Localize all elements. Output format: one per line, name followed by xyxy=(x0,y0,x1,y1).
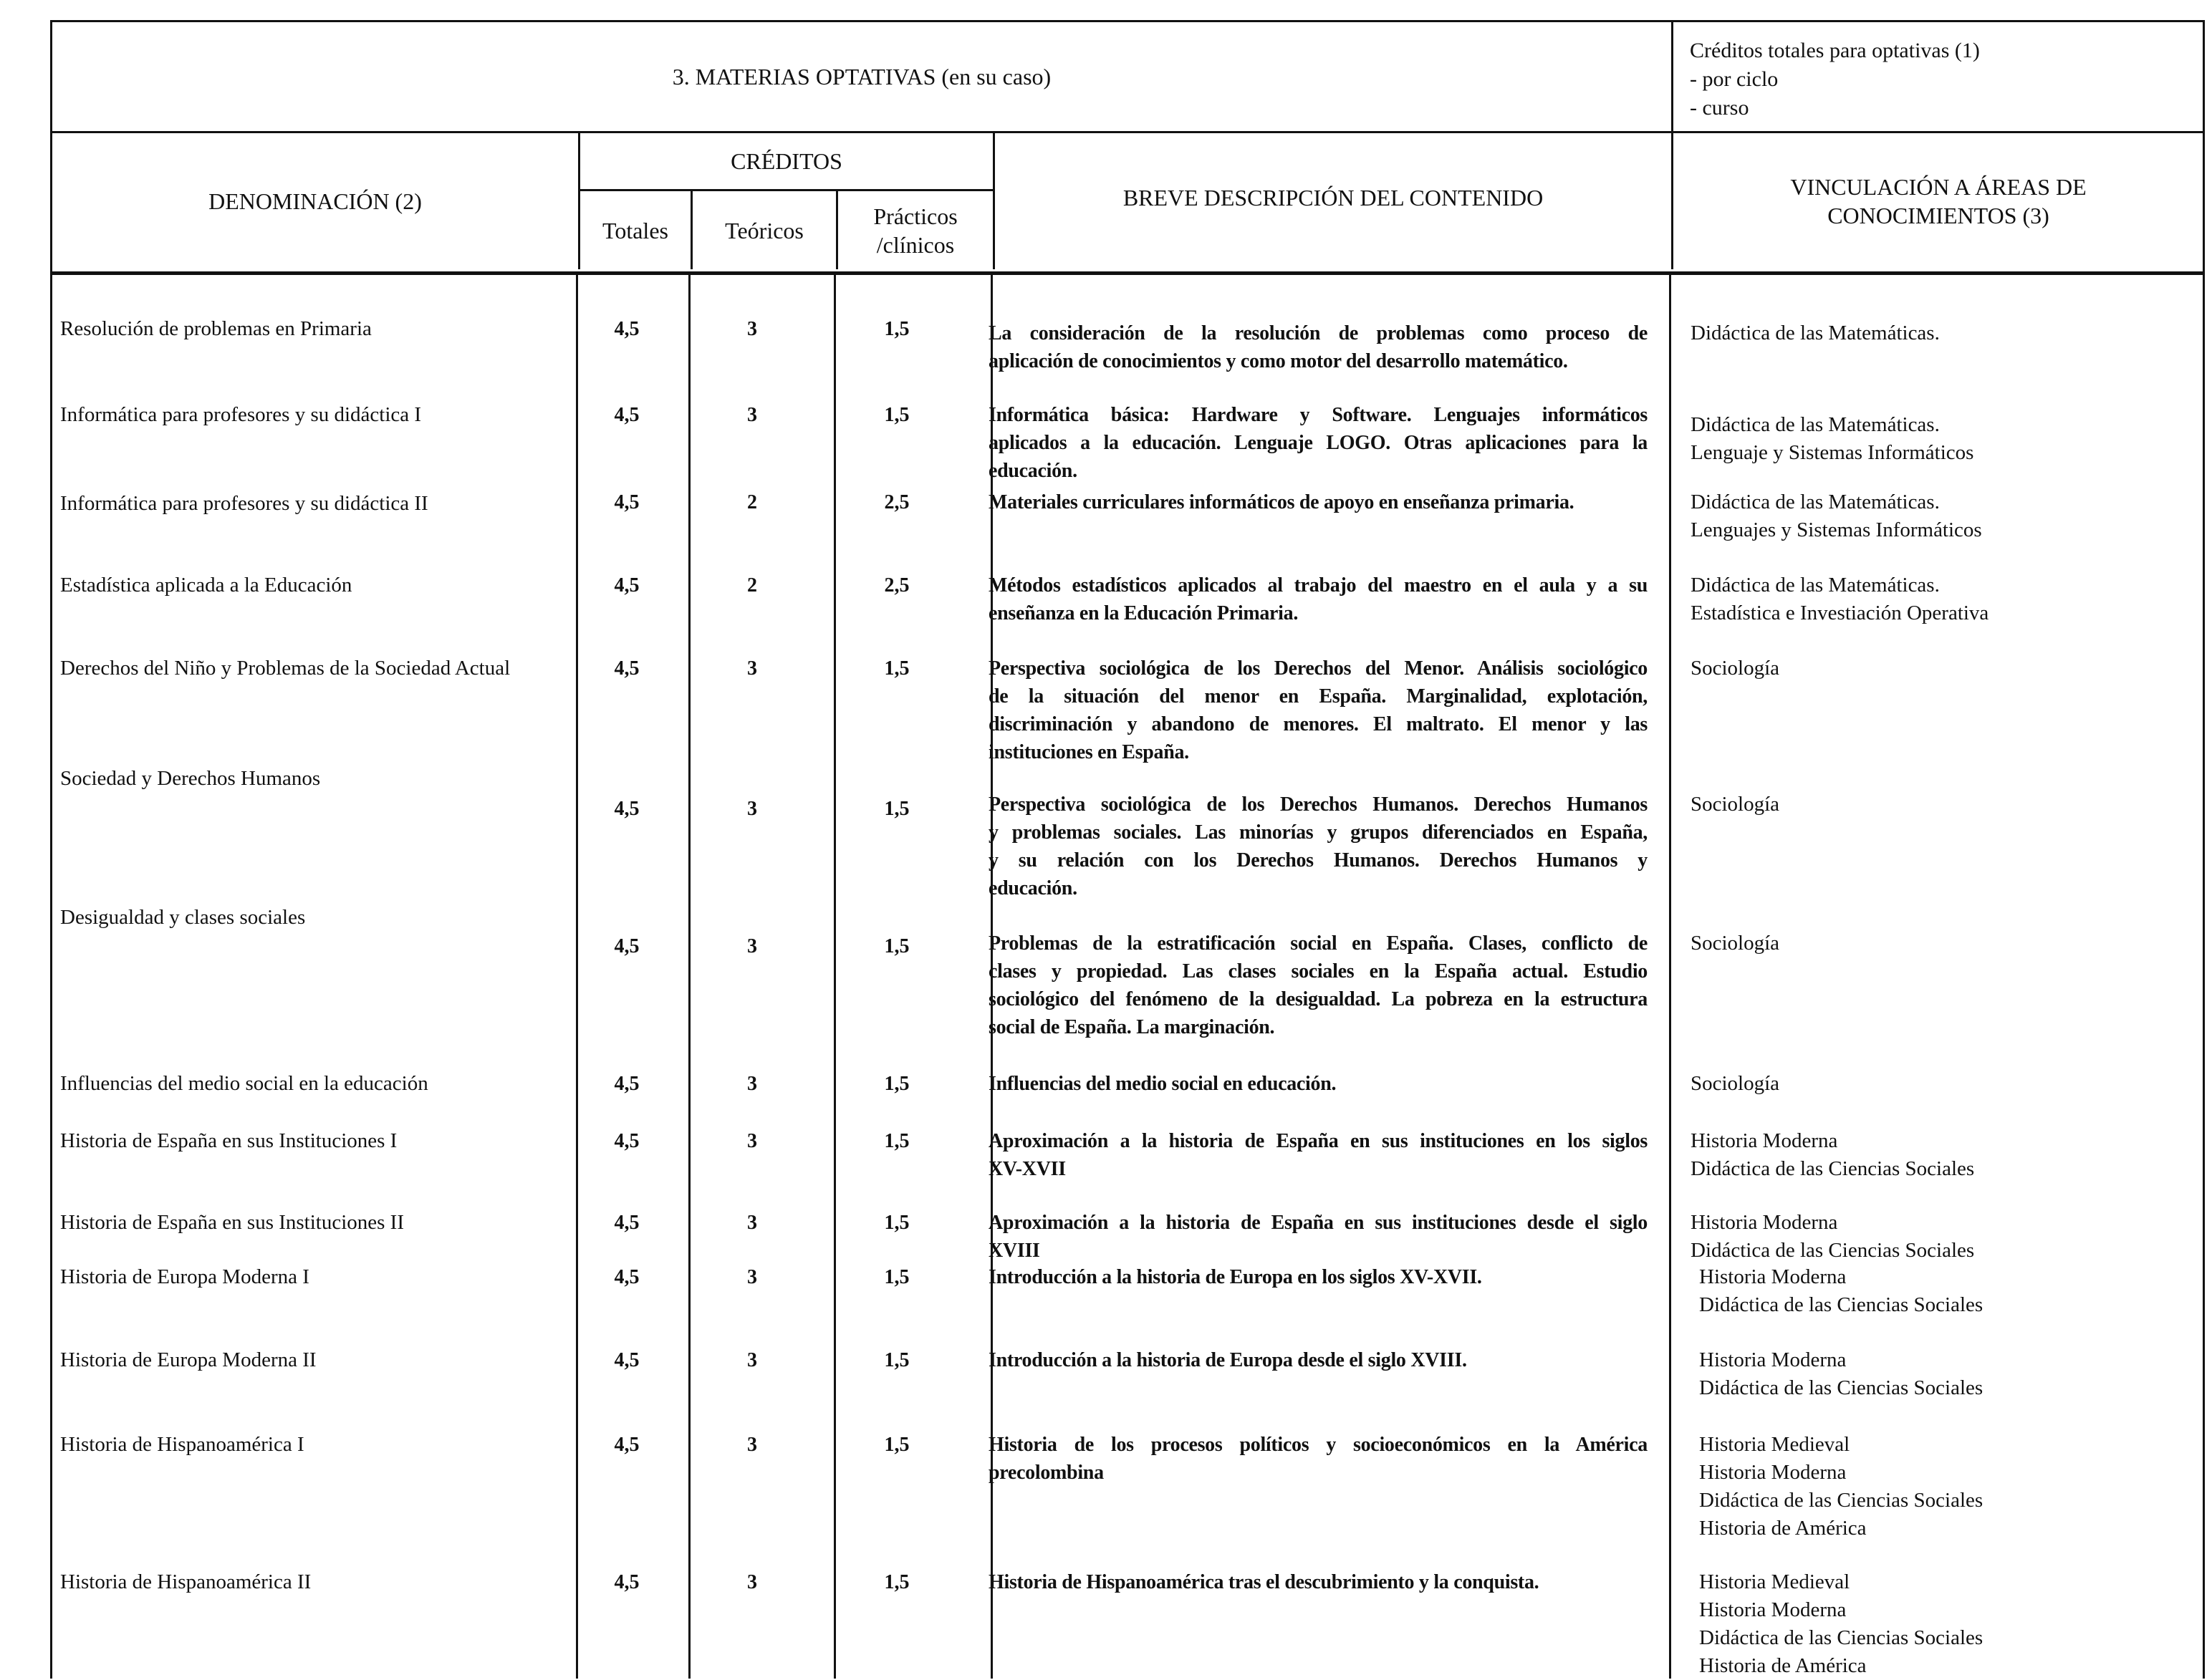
description-line: Influencias del medio social en educación. xyxy=(989,1073,1337,1095)
knowledge-areas xyxy=(1699,1346,2201,1402)
knowledge-areas xyxy=(1691,1070,2192,1098)
knowledge-area: Estadística e Investiación Operativa xyxy=(1691,602,1989,624)
knowledge-areas xyxy=(1691,930,2192,957)
description-line: Perspectiva sociológica de los Derechos Humanos. Derechos Humanos xyxy=(989,793,1648,816)
knowledge-area: Didáctica de las Matemáticas. xyxy=(1691,574,1940,597)
credits-theory: 3 xyxy=(747,318,757,340)
knowledge-area: Didáctica de las Matemáticas. xyxy=(1691,413,1940,436)
description-line: sociológico del fenómeno de la desigualdad. La pobreza en la estructura xyxy=(989,988,1648,1010)
credits-practice: 1,5 xyxy=(884,1073,910,1095)
table-header xyxy=(50,133,2205,275)
header-denominacion: DENOMINACIÓN (2) xyxy=(208,188,422,214)
knowledge-areas xyxy=(1691,791,2192,819)
description-line: aplicación de conocimientos y como motor del desarrollo matemático. xyxy=(989,350,1568,372)
header-vinculacion-line: VINCULACIÓN A ÁREAS DE xyxy=(1790,174,2087,200)
knowledge-area: Didáctica de las Ciencias Sociales xyxy=(1699,1626,1983,1649)
content-description xyxy=(989,571,1648,627)
knowledge-area: Didáctica de las Ciencias Sociales xyxy=(1691,1239,1975,1262)
description-line: Historia de los procesos políticos y socioeconómicos en la América xyxy=(989,1434,1648,1456)
knowledge-area: Historia Moderna xyxy=(1699,1598,1847,1621)
credits-practice: 1,5 xyxy=(884,318,910,340)
credits-practice: 1,5 xyxy=(884,935,910,957)
header-vinculacion-line: CONOCIMIENTOS (3) xyxy=(1827,203,2049,228)
description-line: precolombina xyxy=(989,1462,1104,1484)
total-credits-line: Créditos totales para optativas (1) xyxy=(1690,39,1980,62)
column-rule xyxy=(2203,275,2205,1679)
description-line: Problemas de la estratificación social en España. Clases, conflicto de xyxy=(989,932,1648,955)
description-line: clases y propiedad. Las clases sociales en la España actual. Estudio xyxy=(989,960,1648,983)
subject-name: Desigualdad y clases sociales xyxy=(60,906,306,929)
knowledge-area: Lenguaje y Sistemas Informáticos xyxy=(1691,441,1974,464)
description-line: enseñanza en la Educación Primaria. xyxy=(989,602,1299,624)
credits-practice: 1,5 xyxy=(884,1212,910,1234)
credits-theory: 2 xyxy=(747,574,757,597)
description-line: Historia de Hispanoamérica tras el descubrimiento y la conquista. xyxy=(989,1571,1539,1593)
description-line: Métodos estadísticos aplicados al trabajo del maestro en el aula y a su xyxy=(989,574,1648,597)
knowledge-area: Didáctica de las Ciencias Sociales xyxy=(1699,1376,1983,1399)
description-line: Materiales curriculares informáticos de apoyo en enseñanza primaria. xyxy=(989,491,1574,513)
knowledge-area: Didáctica de las Matemáticas. xyxy=(1691,322,1940,344)
credits-practice: 2,5 xyxy=(884,574,910,597)
document-sheet xyxy=(50,20,2206,1677)
subject-name: Sociedad y Derechos Humanos xyxy=(60,767,321,790)
credits-theory: 3 xyxy=(747,404,757,426)
knowledge-areas xyxy=(1699,1263,2201,1319)
description-line: Aproximación a la historia de España en sus instituciones desde el siglo xyxy=(989,1212,1648,1234)
credits-practice: 1,5 xyxy=(884,798,910,820)
credits-practice: 1,5 xyxy=(884,1266,910,1288)
knowledge-area: Historia Moderna xyxy=(1691,1211,1838,1234)
credits-practice: 1,5 xyxy=(884,1571,910,1593)
knowledge-area: Lenguajes y Sistemas Informáticos xyxy=(1691,518,1982,541)
content-description xyxy=(989,1127,1648,1183)
header-teoricos: Teóricos xyxy=(725,217,804,243)
header-totales: Totales xyxy=(602,217,668,243)
credits-total: 4,5 xyxy=(614,1434,640,1456)
knowledge-area: Didáctica de las Ciencias Sociales xyxy=(1699,1293,1983,1316)
header-vinculacion xyxy=(1673,133,2203,269)
description-line: social de España. La marginación. xyxy=(989,1016,1275,1038)
credits-theory: 2 xyxy=(747,491,757,513)
column-rule xyxy=(1669,275,1671,1679)
credits-theory: 3 xyxy=(747,657,757,680)
total-credits-note xyxy=(1690,37,2191,122)
credits-total: 4,5 xyxy=(614,491,640,513)
description-line: aplicados a la educación. Lenguaje LOGO. Otras aplicaciones para la xyxy=(989,432,1648,454)
credits-total: 4,5 xyxy=(614,935,640,957)
column-rule xyxy=(50,275,52,1679)
credits-theory: 3 xyxy=(747,798,757,820)
content-description xyxy=(989,488,1648,516)
description-line: Perspectiva sociológica de los Derechos del Menor. Análisis sociológico xyxy=(989,657,1648,680)
knowledge-areas xyxy=(1699,1568,2201,1680)
subject-name: Historia de Hispanoamérica I xyxy=(60,1433,304,1456)
knowledge-area: Sociología xyxy=(1691,657,1780,680)
knowledge-area: Historia de América xyxy=(1699,1654,1867,1677)
column-rule xyxy=(834,275,836,1679)
description-line: instituciones en España. xyxy=(989,741,1189,763)
content-description xyxy=(989,319,1648,375)
subject-name: Historia de Hispanoamérica II xyxy=(60,1570,312,1593)
description-line: de la situación del menor en España. Marginalidad, explotación, xyxy=(989,685,1648,708)
knowledge-area: Historia Medieval xyxy=(1699,1433,1850,1456)
credits-theory: 3 xyxy=(747,935,757,957)
knowledge-area: Historia Moderna xyxy=(1691,1129,1838,1152)
knowledge-areas xyxy=(1691,488,2192,544)
credits-total: 4,5 xyxy=(614,574,640,597)
description-line: y problemas sociales. Las minorías y grupos diferenciados en España, xyxy=(989,821,1648,844)
credits-total: 4,5 xyxy=(614,1073,640,1095)
knowledge-area: Didáctica de las Ciencias Sociales xyxy=(1699,1489,1983,1512)
knowledge-area: Didáctica de las Matemáticas. xyxy=(1691,491,1940,513)
knowledge-area: Historia de América xyxy=(1699,1517,1867,1540)
content-description xyxy=(989,1568,1648,1596)
subject-name: Historia de Europa Moderna II xyxy=(60,1348,317,1371)
credits-practice: 1,5 xyxy=(884,1434,910,1456)
credits-practice: 1,5 xyxy=(884,1349,910,1371)
knowledge-area: Historia Moderna xyxy=(1699,1461,1847,1484)
content-description xyxy=(989,1070,1648,1098)
credits-theory: 3 xyxy=(747,1571,757,1593)
header-descripcion: BREVE DESCRIPCIÓN DEL CONTENIDO xyxy=(1122,185,1544,211)
knowledge-areas xyxy=(1691,1209,2192,1265)
credits-theory: 3 xyxy=(747,1349,757,1371)
knowledge-area: Sociología xyxy=(1691,793,1780,816)
knowledge-area: Historia Moderna xyxy=(1699,1265,1847,1288)
knowledge-area: Historia Moderna xyxy=(1699,1348,1847,1371)
content-description xyxy=(989,930,1648,1041)
content-description xyxy=(989,1431,1648,1487)
description-line: XVIII xyxy=(989,1240,1040,1262)
credits-practice: 1,5 xyxy=(884,404,910,426)
description-line: educación. xyxy=(989,877,1077,899)
subject-name: Estadística aplicada a la Educación xyxy=(60,574,352,597)
subject-name: Influencias del medio social en la educación xyxy=(60,1072,428,1095)
credits-practice: 1,5 xyxy=(884,1130,910,1152)
subject-name: Historia de España en sus Instituciones II xyxy=(60,1211,405,1234)
knowledge-area: Sociología xyxy=(1691,932,1780,955)
knowledge-area: Sociología xyxy=(1691,1072,1780,1095)
header-creditos: CRÉDITOS xyxy=(731,148,842,174)
knowledge-areas xyxy=(1691,655,2192,682)
credits-theory: 3 xyxy=(747,1073,757,1095)
credits-total: 4,5 xyxy=(614,1349,640,1371)
credits-total: 4,5 xyxy=(614,1266,640,1288)
subject-name: Informática para profesores y su didáctica I xyxy=(60,403,422,426)
credits-practice: 1,5 xyxy=(884,657,910,680)
content-description xyxy=(989,791,1648,902)
description-line: educación. xyxy=(989,460,1077,482)
column-rule xyxy=(688,275,691,1679)
credits-practice: 2,5 xyxy=(884,491,910,513)
knowledge-areas xyxy=(1691,571,2192,627)
description-line: XV-XVII xyxy=(989,1158,1066,1180)
header-practicos-line: Prácticos xyxy=(873,203,958,229)
subject-name: Derechos del Niño y Problemas de la Sociedad Actual xyxy=(60,657,511,680)
total-credits-line: - curso xyxy=(1690,96,1749,120)
title-band xyxy=(50,20,2205,133)
subject-name: Informática para profesores y su didáctica II xyxy=(60,492,428,515)
credits-total: 4,5 xyxy=(614,798,640,820)
credits-total: 4,5 xyxy=(614,318,640,340)
credits-total: 4,5 xyxy=(614,1571,640,1593)
description-line: Introducción a la historia de Europa desde el siglo XVIII. xyxy=(989,1349,1467,1371)
knowledge-areas xyxy=(1691,319,2192,347)
content-description xyxy=(989,1346,1648,1374)
total-credits-line: - por ciclo xyxy=(1690,67,1779,91)
section-title: 3. MATERIAS OPTATIVAS (en su caso) xyxy=(52,22,1673,131)
header-practicos-line: /clínicos xyxy=(876,231,955,258)
table-body xyxy=(50,275,2205,1679)
knowledge-areas xyxy=(1691,1127,2192,1183)
subject-name: Resolución de problemas en Primaria xyxy=(60,317,372,340)
knowledge-areas xyxy=(1699,1431,2201,1543)
content-description xyxy=(989,655,1648,766)
description-line: La consideración de la resolución de problemas como proceso de xyxy=(989,322,1648,344)
description-line: Aproximación a la historia de España en sus instituciones en los siglos xyxy=(989,1130,1648,1152)
subject-name: Historia de Europa Moderna I xyxy=(60,1265,309,1288)
credits-theory: 3 xyxy=(747,1212,757,1234)
content-description xyxy=(989,1209,1648,1265)
knowledge-areas xyxy=(1691,411,2192,467)
content-description xyxy=(989,401,1648,485)
credits-total: 4,5 xyxy=(614,404,640,426)
knowledge-area: Historia Medieval xyxy=(1699,1570,1850,1593)
description-line: Introducción a la historia de Europa en los siglos XV-XVII. xyxy=(989,1266,1482,1288)
credits-total: 4,5 xyxy=(614,1212,640,1234)
content-description xyxy=(989,1263,1648,1291)
description-line: y su relación con los Derechos Humanos. Derechos Humanos y xyxy=(989,849,1648,872)
credits-theory: 3 xyxy=(747,1266,757,1288)
credits-theory: 3 xyxy=(747,1130,757,1152)
description-line: discriminación y abandono de menores. El maltrato. El menor y las xyxy=(989,713,1648,735)
credits-total: 4,5 xyxy=(614,1130,640,1152)
knowledge-area: Didáctica de las Ciencias Sociales xyxy=(1691,1157,1975,1180)
description-line: Informática básica: Hardware y Software. Lenguajes informáticos xyxy=(989,404,1648,426)
column-rule xyxy=(576,275,578,1679)
credits-theory: 3 xyxy=(747,1434,757,1456)
subject-name: Historia de España en sus Instituciones I xyxy=(60,1129,398,1152)
credits-total: 4,5 xyxy=(614,657,640,680)
header-practicos xyxy=(838,191,993,269)
